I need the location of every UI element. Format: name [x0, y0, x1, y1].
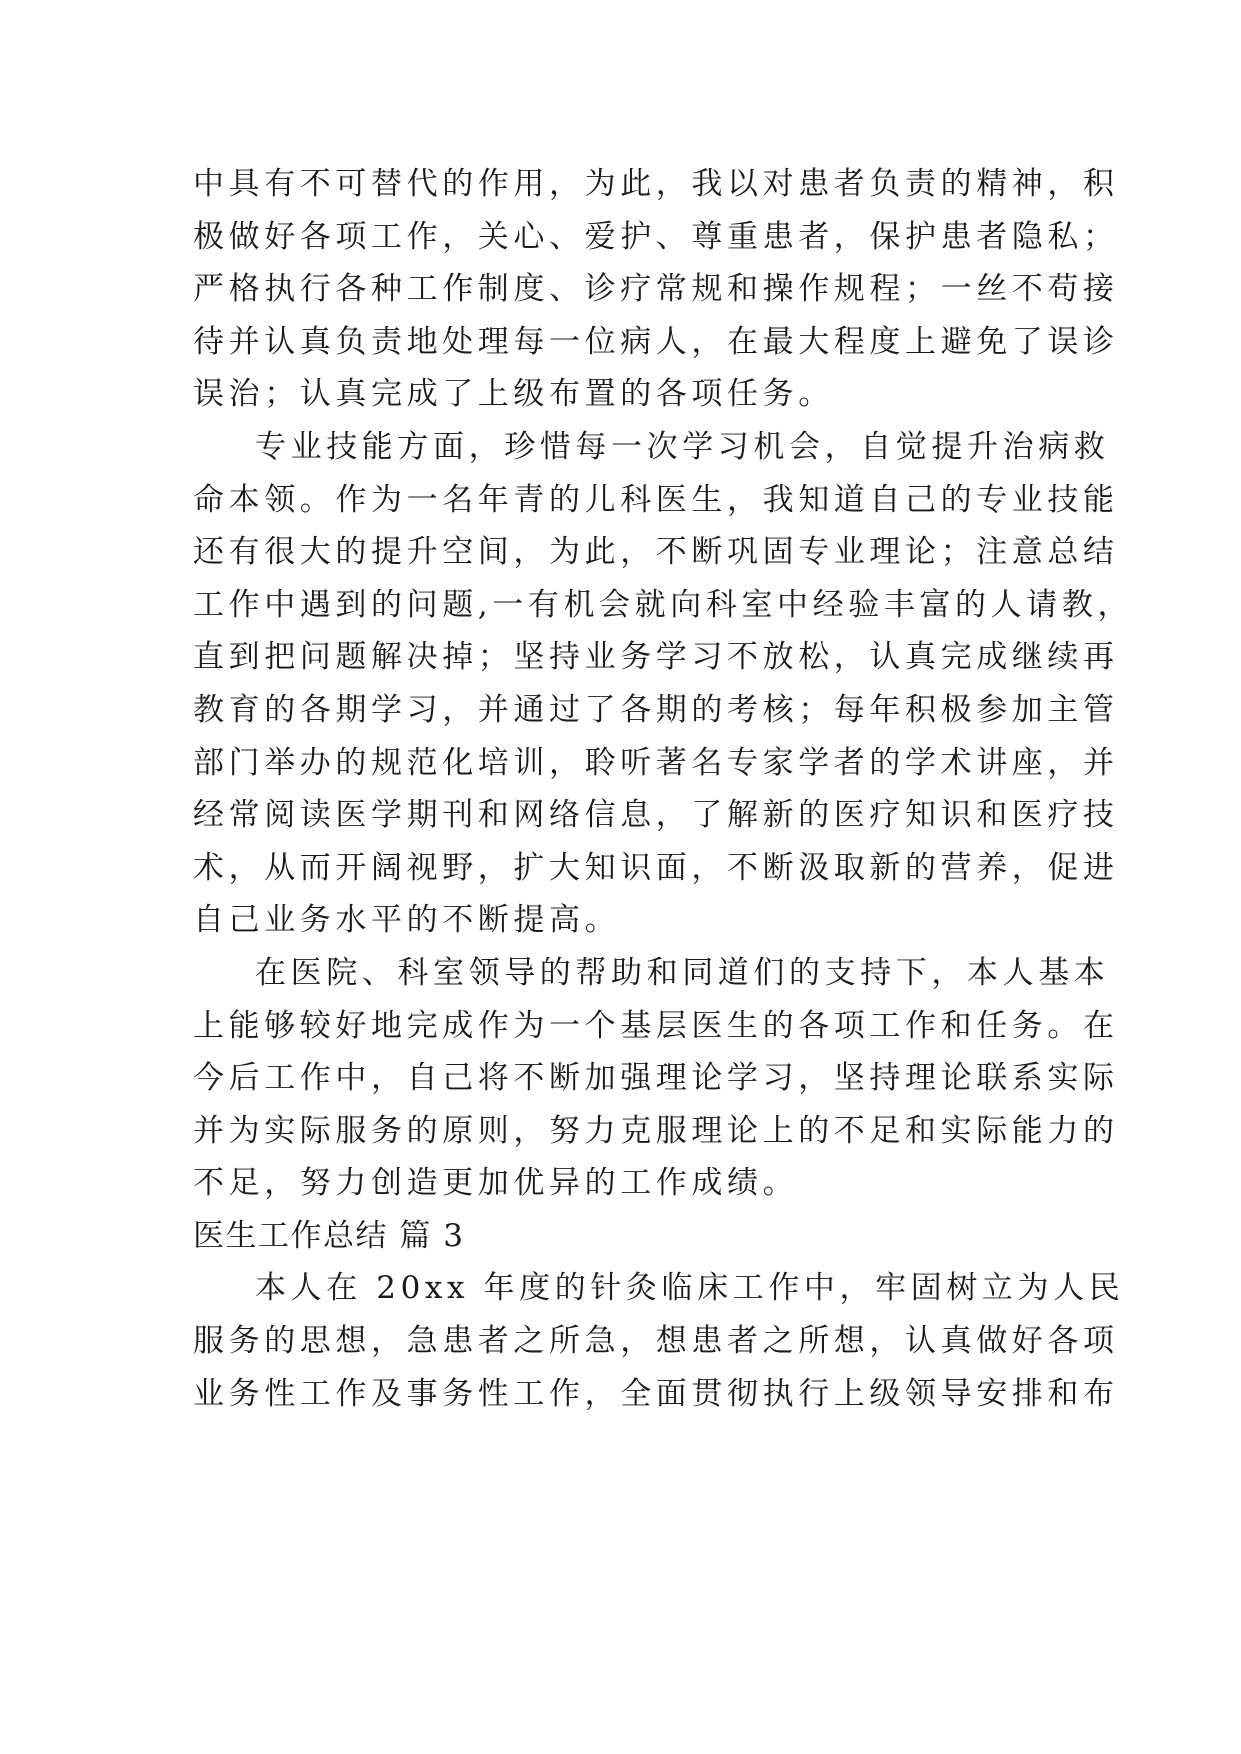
paragraph-line: 术，从而开阔视野，扩大知识面，不断汲取新的营养，促进 — [193, 849, 1119, 886]
paragraph-line: 服务的思想，急患者之所急，想患者之所想，认真做好各项 — [193, 1323, 1119, 1360]
paragraph-line: 中具有不可替代的作用，为此，我以对患者负责的精神，积 — [193, 166, 1119, 202]
paragraph-line: 专业技能方面，珍惜每一次学习机会，自觉提升治病救 — [255, 428, 1110, 465]
document-body — [193, 158, 1134, 1420]
section-heading — [193, 1210, 1059, 1263]
paragraph-line: 业务性工作及事务性工作，全面贯彻执行上级领导安排和布 — [193, 1375, 1119, 1412]
paragraph-line: 命本领。作为一名年青的儿科医生，我知道自己的专业技能 — [193, 481, 1119, 518]
paragraph-line: 在医院、科室领导的帮助和同道们的支持下，本人基本 — [255, 954, 1110, 991]
paragraph-line: 今后工作中，自己将不断加强理论学习，坚持理论联系实际 — [193, 1060, 1119, 1097]
paragraph-4 — [193, 1262, 1125, 1420]
paragraph-line: 上能够较好地完成作为一个基层医生的各项工作和任务。在 — [193, 1007, 1119, 1044]
paragraph-line: 经常阅读医学期刊和网络信息，了解新的医疗知识和医疗技 — [193, 797, 1119, 834]
paragraph-line: 工作中遇到的问题,一有机会就向科室中经验丰富的人请教， — [193, 586, 1134, 623]
paragraph-line: 并为实际服务的原则，努力克服理论上的不足和实际能力的 — [193, 1112, 1119, 1149]
paragraph-line: 自己业务水平的不断提高。 — [193, 902, 621, 939]
paragraph-line: 还有很大的提升空间，为此，不断巩固专业理论；注意总结 — [193, 534, 1119, 571]
paragraph-3 — [193, 947, 1119, 1210]
paragraph-2 — [193, 421, 1134, 947]
paragraph-line: 严格执行各种工作制度、诊疗常规和操作规程；一丝不苟接 — [193, 271, 1119, 308]
paragraph-line: 极做好各项工作，关心、爱护、尊重患者，保护患者隐私； — [193, 218, 1119, 255]
section-heading-text: 医生工作总结 篇 3 — [193, 1217, 465, 1254]
paragraph-line: 待并认真负责地处理每一位病人，在最大程度上避免了误诊 — [193, 323, 1119, 360]
paragraph-line: 本人在 20xx 年度的针灸临床工作中，牢固树立为人民 — [255, 1270, 1125, 1307]
paragraph-line: 不足，努力创造更加优异的工作成绩。 — [193, 1165, 799, 1202]
paragraph-1 — [193, 158, 1119, 421]
paragraph-line: 直到把问题解决掉；坚持业务学习不放松，认真完成继续再 — [193, 639, 1119, 676]
paragraph-line: 教育的各期学习，并通过了各期的考核；每年积极参加主管 — [193, 691, 1119, 728]
paragraph-line: 误治；认真完成了上级布置的各项任务。 — [193, 376, 834, 413]
paragraph-line: 部门举办的规范化培训，聆听著名专家学者的学术讲座，并 — [193, 744, 1119, 781]
